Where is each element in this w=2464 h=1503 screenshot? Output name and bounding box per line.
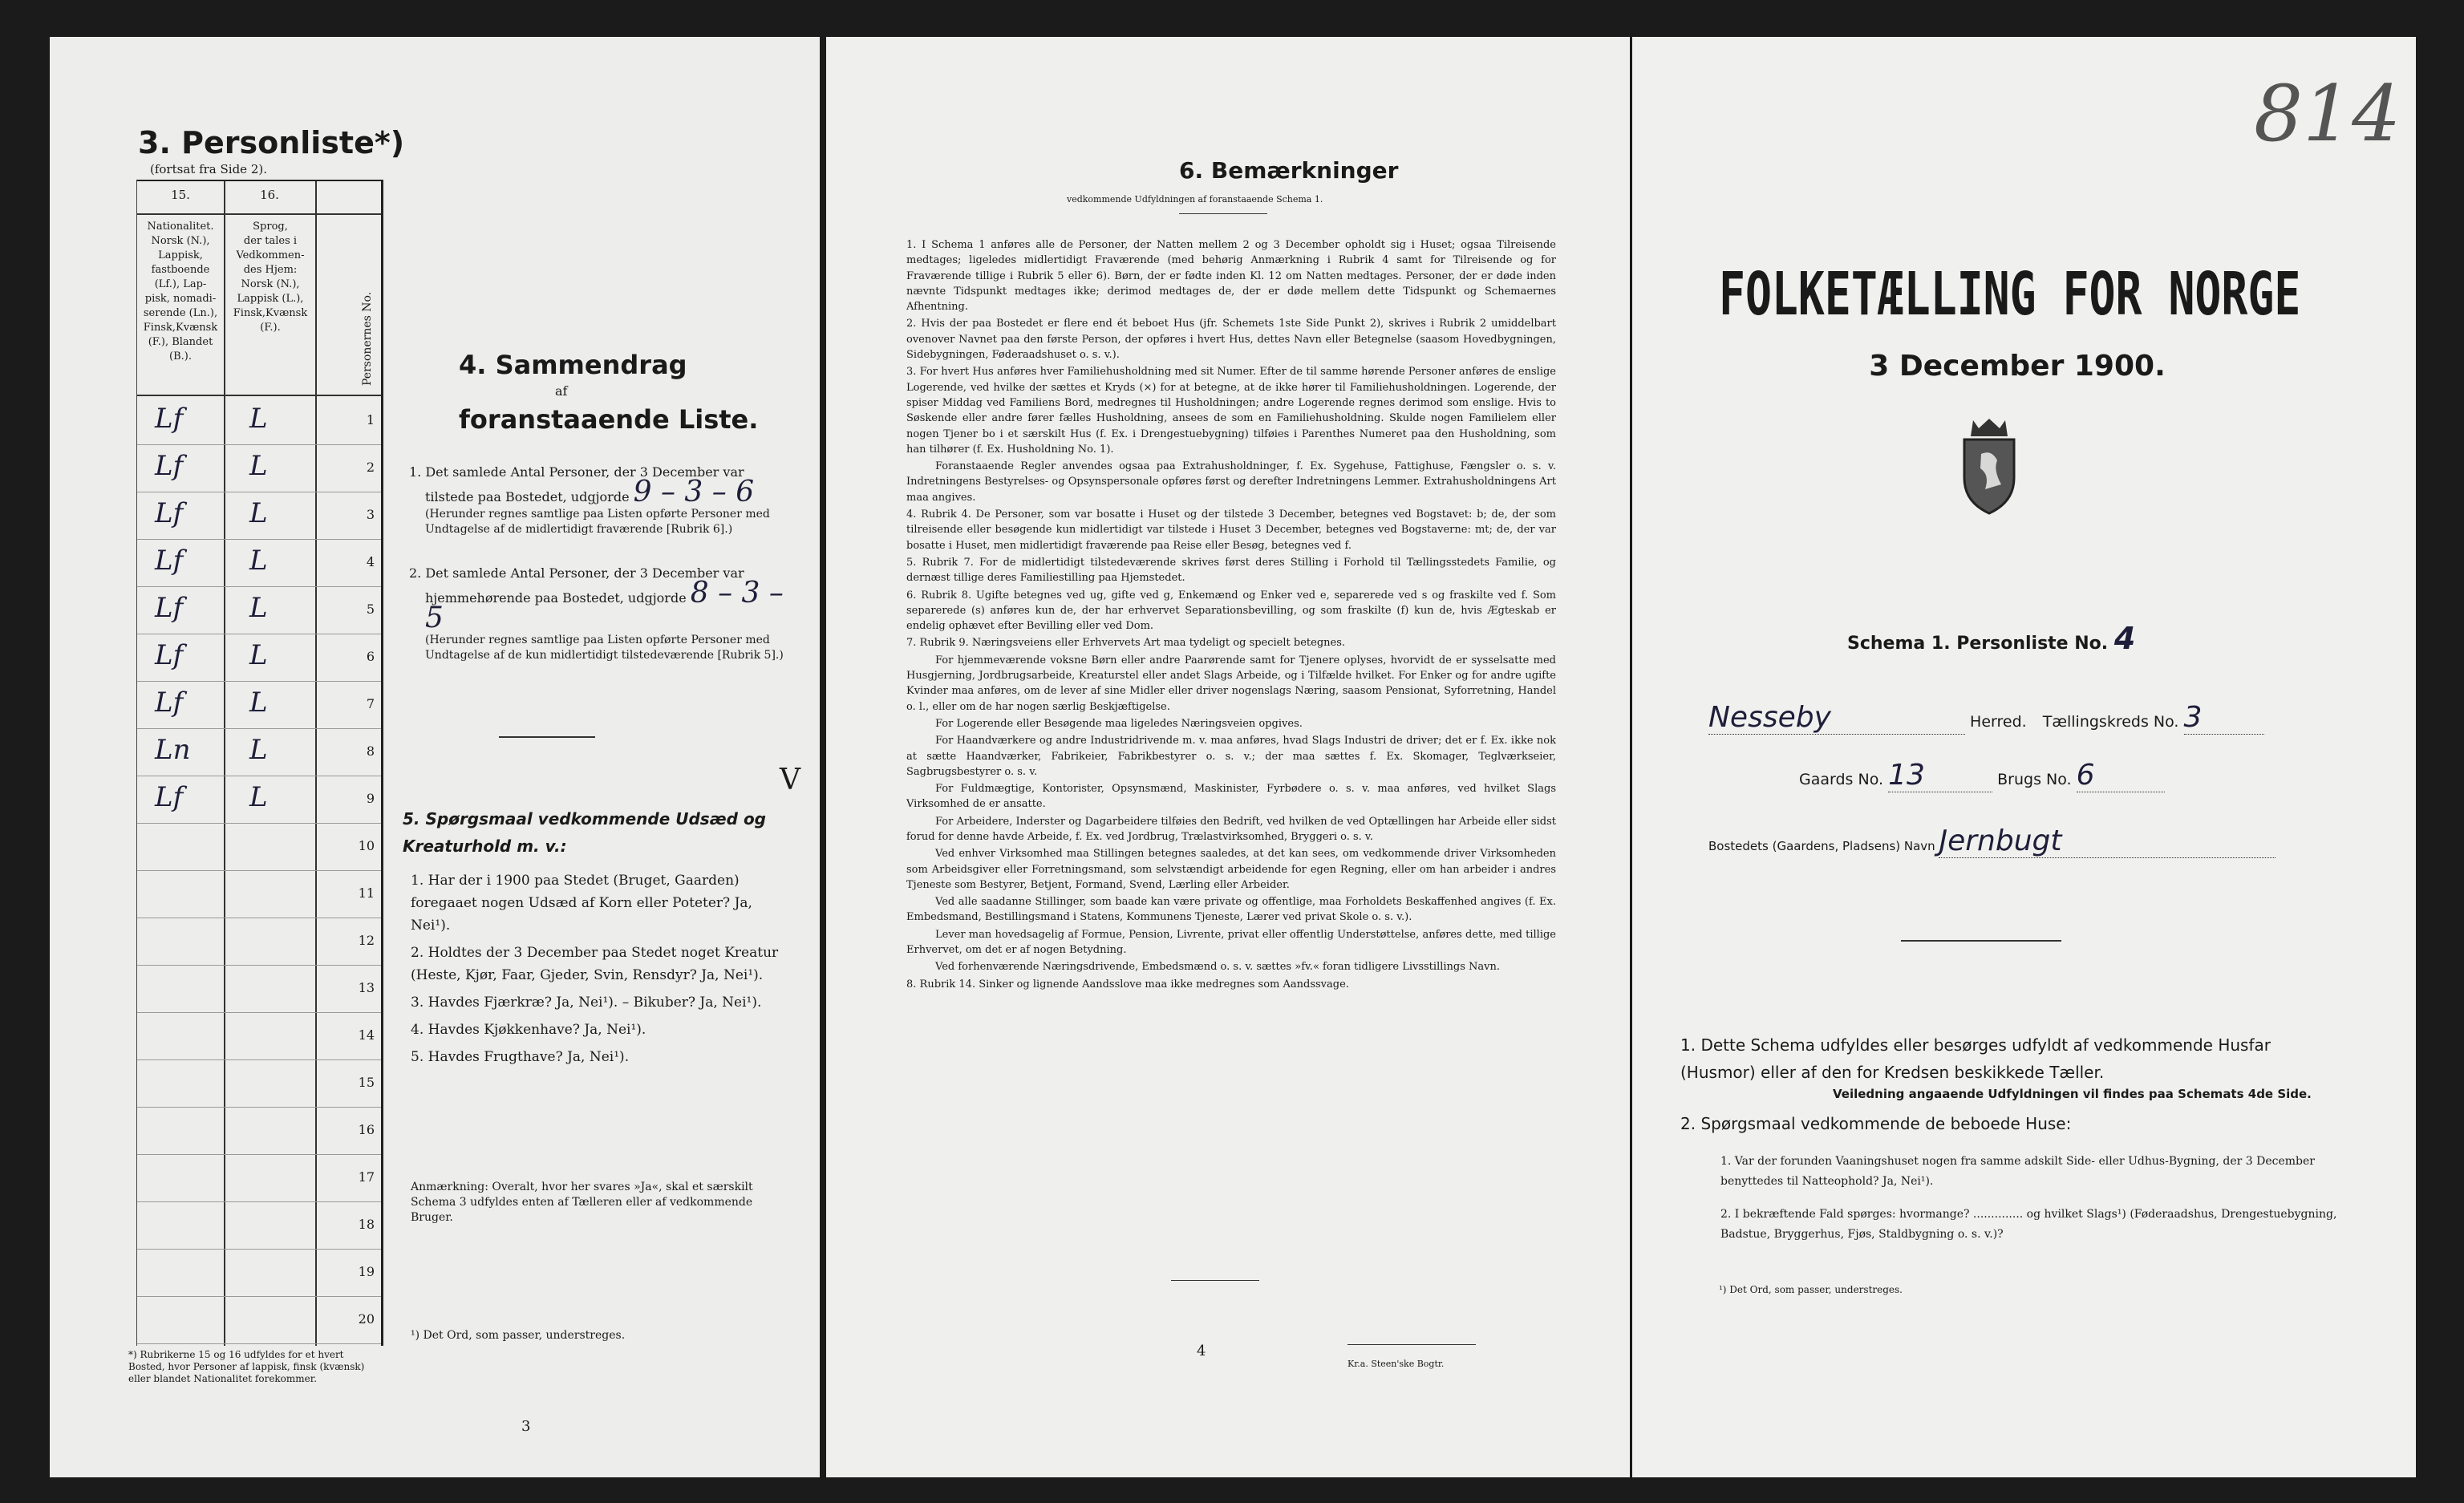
table-row (137, 585, 381, 634)
remark-paragraph: Foranstaaende Regler anvendes ogsaa paa Extrahusholdninger, f. Ex. Sygehuse, Fattighuse, Fængsler o. s. v. Indretningens Bestyrelses- og Opsynspersonale opføres først og derefter Indretningens Lemmer. Extrahusholdningens Art maa angives. (906, 460, 1556, 504)
remark-paragraph: 3. For hvert Hus anføres hver Familiehusholdning med sit Numer. Efter de til samme hørende Personer anføres de enslige Logerende, ved hvilke der sættes et Kryds (×) for at betegne, at de ikke hører til Familiehusholdningen. Logerende, der spiser Middag ved Familiens Bord, medregnes til Husholdningen; andre Logerende regnes derimod som enslige. Hvis to Søskende eller andre fører fælles Husholdning, ansees de som en Familiehusholdning. Skulde nogen Familielem eller nogen Tjener bo i et særskilt Hus (f. Ex. i Drengestuebygning) tilføies i Parenthes Numeret paa den Husholdning, som han tilhører (f. Ex. Husholdning No. 1). (906, 366, 1556, 456)
check-mark: V (780, 764, 800, 796)
divider (1901, 940, 2061, 942)
table-row (137, 491, 381, 540)
nationality-cell: Lf (155, 450, 184, 482)
document-title: FOLKETÆLLING FOR NORGE (1719, 260, 2301, 329)
row-number: 8 (366, 743, 375, 759)
printer-credit: Kr.a. Steen'ske Bogtr. (1348, 1359, 1445, 1369)
divider (1171, 1280, 1259, 1281)
row-number: 7 (366, 696, 375, 711)
table-row (137, 822, 381, 871)
archive-number: 814 (2254, 69, 2401, 159)
remark-paragraph: 7. Rubrik 9. Næringsveiens eller Erhvervets Art maa tydeligt og specielt betegnes. (906, 637, 1346, 650)
row-number: 20 (358, 1311, 375, 1327)
section-5-title: 5. Spørgsmaal vedkommende Udsæd og Kreaturhold m. v.: (403, 809, 766, 856)
language-cell: L (249, 545, 268, 577)
table-row (137, 775, 381, 824)
table-row (137, 633, 381, 682)
table-row (137, 444, 381, 492)
table-row (137, 1106, 381, 1155)
row-number: 5 (366, 602, 375, 617)
row-number: 19 (358, 1264, 375, 1279)
table-row (137, 680, 381, 729)
table-row (137, 1153, 381, 1202)
remark-paragraph: Ved forhenværende Næringsdrivende, Embedsmænd o. s. v. sættes »fv.« foran tidligere Livsstillings Navn. (935, 961, 1501, 974)
footnote: ¹) Det Ord, som passer, understreges. (1719, 1284, 1903, 1295)
census-page-remarks (826, 37, 1630, 1477)
column-number: 15. (171, 188, 190, 202)
remark-paragraph: Ved alle saadanne Stillinger, som baade kan være private og offentlige, maa Forholdets Beskaffenhed angives (f. Ex. Embedsmand, Bestillingsmand i Statens, Kommunens Tjeneste, Lærer ved privat Skole o. s. v.). (906, 896, 1556, 924)
row-number: 12 (358, 933, 375, 948)
remark-paragraph: 5. Rubrik 7. For de midlertidigt tilstedeværende skrives først deres Stilling i Forhold til Tællingsstedets Familie, og dernæst tillige deres Familiestilling paa Hjemstedet. (906, 556, 1556, 585)
table-row (137, 1201, 381, 1250)
table-row (137, 869, 381, 918)
table-row (137, 1011, 381, 1060)
remark-paragraph: For hjemmeværende voksne Børn eller andre Paarørende samt for Tjenere oplyses, hvorvidt de er sysselsatte med Husgjerning, Jordbrugsarbeide, Kreaturstel eller andet Slags Arbeide, og i Tilfælde hvilket. For Enker og for andre ugifte Kvinder maa anføres, om de lever af sine Midler eller driver nogenslags Næring, saasom Pensionat, Syforretning, Handel o. l., eller om de har nogen særlig Beskjæftigelse. (906, 654, 1556, 713)
handwritten-value: Nesseby (1708, 701, 1965, 735)
table-row (137, 964, 381, 1013)
page-subtitle: (fortsat fra Side 2). (150, 162, 267, 176)
page-title: 3. Personliste*) (138, 125, 405, 160)
row-number: 6 (366, 649, 375, 664)
schema-line: Schema 1. Personliste No. 4 (1847, 621, 2136, 656)
gaard-line: Gaards No. 13 Brugs No. 6 (1799, 759, 2248, 792)
table-row (137, 538, 381, 587)
language-cell: L (249, 781, 268, 813)
nationality-cell: Lf (155, 403, 184, 435)
handwritten-value: 8 – 3 – 5 (425, 577, 784, 634)
row-number: 14 (358, 1027, 375, 1043)
column-header-person-number: Personernes No. (361, 291, 374, 386)
handwritten-value: 13 (1888, 759, 1992, 792)
question-1: 1. Det samlede Antal Personer, der 3 December var tilstede paa Bostedet, udgjorde 9 – 3 – 6 (Herunder regnes samtlige paa Listen opførte Personer med Undtagelse af de midlertidigt fraværende [Rubrik 6].) (409, 464, 770, 536)
nationality-cell: Ln (155, 734, 191, 766)
remark-paragraph: For Haandværkere og andre Industridrivende m. v. maa anføres, hvad Slags Industri de driver; det er f. Ex. ikke nok at sætte Haandværker, Fabrikeier, Fabrikbestyrer o. s. v.; der maa sættes f. Ex. Skomager, Teglværkseier, Sagbrugsbestyrer o. s. v. (906, 735, 1556, 778)
table-row (137, 1295, 381, 1344)
remark-paragraph: 2. Hvis der paa Bostedet er flere end ét beboet Hus (jfr. Schemets 1ste Side Punkt 2), skrives i Rubrik 2 umiddelbart ovenover Navnet paa den første Person, der opføres i hvert Hus, dettes Navn eller Betegnelse (saasom Hovedbygningen, Sidebygningen, Føderaadshuset o. s. v.). (906, 318, 1556, 362)
table-row (137, 917, 381, 966)
handwritten-value: 3 (2184, 701, 2264, 735)
coat-of-arms-icon (1953, 414, 2025, 518)
row-number: 11 (358, 885, 375, 901)
divider (1348, 1344, 1476, 1345)
language-cell: L (249, 592, 268, 624)
language-cell: L (249, 403, 268, 435)
handwritten-value: Jernbugt (1939, 824, 2276, 858)
remark-paragraph: 4. Rubrik 4. De Personer, som var bosatte i Huset og der tilstede 3 December, betegnes ved Bogstavet: b; de, der som tilreisende eller besøgende kun midlertidigt var tilstede i Huset 3 December, betegnes ved Bogstaverne: mt; de, der var bosatte i Huset, men midlertidigt fraværende paa Reise eller Besøg, betegnes ved f. (906, 508, 1556, 552)
row-number: 1 (366, 412, 375, 427)
column-header-nationality: Nationalitet. Norsk (N.), Lappisk, fastboende (Lf.), Lap- pisk, nomadi- serende (Ln.), Finsk,Kvænsk (F.), Blandet (B.). (143, 221, 218, 363)
section-5-questions: 1. Har der i 1900 paa Stedet (Bruget, Gaarden) foregaaet nogen Udsæd af Korn eller Poteter? Ja, Nei¹). 2. Holdtes der 3 December paa Stedet noget Kreatur (Heste, Kjør, Faar, Gjeder, Svin, Rensdyr? Ja, Nei¹). 3. Havdes Fjærkræ? Ja, Nei¹). – Bikuber? Ja, Nei¹). 4. Havdes Kjøkkenhave? Ja, Nei¹). 5. Havdes Frugthave? Ja, Nei¹). (411, 873, 779, 1065)
divider (1179, 213, 1267, 214)
row-number: 18 (358, 1217, 375, 1232)
remark-paragraph: 8. Rubrik 14. Sinker og lignende Aandsslove maa ikke medregnes som Aandssvage. (906, 978, 1349, 991)
section-4-af: af (555, 383, 568, 399)
row-number: 10 (358, 838, 375, 853)
house-question-2: 2. I bekræftende Fald spørges: hvormange? .............. og hvilket Slags¹) (Føderaadshus, Drengestuebygning, Badstue, Bryggerhus, Fjøs, Staldbygning o. s. v.)? (1720, 1208, 2337, 1241)
instructions: 1. Dette Schema udfyldes eller besørges udfyldt af vedkommende Husfar (Husmor) eller af den for Kredsen beskikkede Tæller. Veiledning angaaende Udfyldningen vil findes paa Schemats 4de Side. 2. Spørgsmaal vedkommende de beboede Huse: (1680, 1035, 2312, 1133)
handwritten-value: 6 (2077, 759, 2165, 792)
remark-paragraph: 6. Rubrik 8. Ugifte betegnes ved ug, gifte ved g, Enkemænd og Enker ved e, separerede ved s og fraskilte ved f. Som separerede (s) anføres kun de, der har erhvervet Separationsbevilling, og som fraskilte (f) kun de, hvis Ægteskab er endelig ophævet efter Bevilling eller ved Dom. (906, 589, 1556, 633)
nationality-cell: Lf (155, 781, 184, 813)
nationality-table (136, 180, 383, 1346)
section-4-subtitle: foranstaaende Liste. (459, 404, 759, 435)
remark-paragraph: For Fuldmægtige, Kontorister, Opsynsmænd, Maskinister, Fyrbødere o. s. v. maa anføres, ved hvilket Slags Virksomhed de er ansatte. (906, 783, 1556, 811)
divider (499, 736, 595, 738)
page-number: 4 (1197, 1343, 1206, 1359)
house-question-1: 1. Var der forunden Vaaningshuset nogen fra samme adskilt Side- eller Udhus-Bygning, der 3 December benyttedes til Natteophold? Ja, Nei¹). (1720, 1155, 2315, 1188)
remark: Anmærkning: Overalt, hvor her svares »Ja«, skal et særskilt Schema 3 udfyldes enten af Tælleren eller af vedkommende Bruger. (411, 1181, 753, 1224)
row-number: 17 (358, 1169, 375, 1185)
language-cell: L (249, 497, 268, 529)
footnote: *) Rubrikerne 15 og 16 udfyldes for et hvert Bosted, hvor Personer af lappisk, finsk (kvænsk) eller blandet Nationalitet forekommer. (128, 1349, 365, 1384)
census-page-personliste (50, 37, 820, 1477)
nationality-cell: Lf (155, 497, 184, 529)
page-number: 3 (521, 1418, 531, 1435)
row-number: 9 (366, 791, 375, 806)
bosted-line: Bostedets (Gaardens, Pladsens) Navn Jernbugt (1708, 824, 2334, 858)
nationality-cell: Lf (155, 545, 184, 577)
language-cell: L (249, 450, 268, 482)
column-number: 16. (260, 188, 279, 202)
remark-paragraph: Ved enhver Virksomhed maa Stillingen betegnes saaledes, at det kan sees, om vedkommende driver Virksomheden som Arbeidsgiver eller Forretningsmand, som selvstændigt arbeidende for egen Regning, eller om han arbeider i andres Tjeneste som Bestyrer, Betjent, Formand, Svend, Lærling eller Arbeider. (906, 848, 1556, 891)
question-2: 2. Det samlede Antal Personer, der 3 December var hjemmehørende paa Bostedet, udgjorde 8 – 3 – 5 (Herunder regnes samtlige paa Listen opførte Personer med Undtagelse af de kun midlertidigt tilstedeværende [Rubrik 5].) (409, 565, 784, 662)
language-cell: L (249, 639, 268, 671)
handwritten-value: 4 (2113, 621, 2136, 656)
row-number: 13 (358, 980, 375, 995)
footnote-2: ¹) Det Ord, som passer, understreges. (411, 1329, 626, 1342)
remark-paragraph: 1. I Schema 1 anføres alle de Personer, der Natten mellem 2 og 3 December opholdt sig i Huset; ogsaa Tilreisende medtages; ligeledes midlertidigt Fraværende (med behørig Anmærkning i Rubrik 4 samt for Tilreisende og for Fraværende tillige i Rubrik 5 eller 6). Børn, der er fødte inden Kl. 12 om Natten medtages. Personer, der er døde inden nævnte Tidspunkt medtages ikke; derimod medtages de, der er døde mellem dette Tidspunkt og Schemaernes Afhentning. (906, 239, 1556, 314)
document-date: 3 December 1900. (1869, 350, 2166, 383)
page-title: 6. Bemærkninger (1179, 157, 1399, 184)
page-subtitle: vedkommende Udfyldningen af foranstaaende Schema 1. (1067, 194, 1323, 205)
language-cell: L (249, 687, 268, 719)
row-number: 4 (366, 554, 375, 569)
language-cell: L (249, 734, 268, 766)
table-row (137, 1248, 381, 1297)
row-number: 2 (366, 460, 375, 475)
column-header-language: Sprog, der tales i Vedkommen- des Hjem: Norsk (N.), Lappisk (L.), Finsk,Kvænsk (F.). (233, 221, 308, 334)
nationality-cell: Lf (155, 592, 184, 624)
section-4-title: 4. Sammendrag (459, 350, 687, 380)
remark-paragraph: Lever man hovedsagelig af Formue, Pension, Livrente, privat eller offentlig Understøttelse, anføres dette, med tillige Erhvervet, om det er af nogen Betydning. (906, 928, 1556, 957)
handwritten-value: 9 – 3 – 6 (633, 476, 755, 508)
herred-line: Nesseby Herred. Tællingskreds No. 3 (1708, 701, 2334, 735)
nationality-cell: Lf (155, 639, 184, 671)
table-row (137, 1059, 381, 1108)
row-number: 16 (358, 1122, 375, 1137)
remark-paragraph: For Arbeidere, Inderster og Dagarbeidere tilføies den Bedrift, ved hvilken de ved Optællingen har Arbeide eller sidst forud for denne havde Arbeide, f. Ex. ved Jordbrug, Trælastvirksomhed, Bryggeri o. s. v. (906, 815, 1556, 843)
nationality-cell: Lf (155, 687, 184, 719)
table-row (137, 727, 381, 776)
row-number: 15 (358, 1075, 375, 1090)
table-row (137, 396, 381, 445)
row-number: 3 (366, 507, 375, 522)
census-page-cover (1632, 37, 2416, 1477)
remarks-body (906, 236, 1556, 992)
remark-paragraph: For Logerende eller Besøgende maa ligeledes Næringsveien opgives. (935, 717, 1303, 730)
